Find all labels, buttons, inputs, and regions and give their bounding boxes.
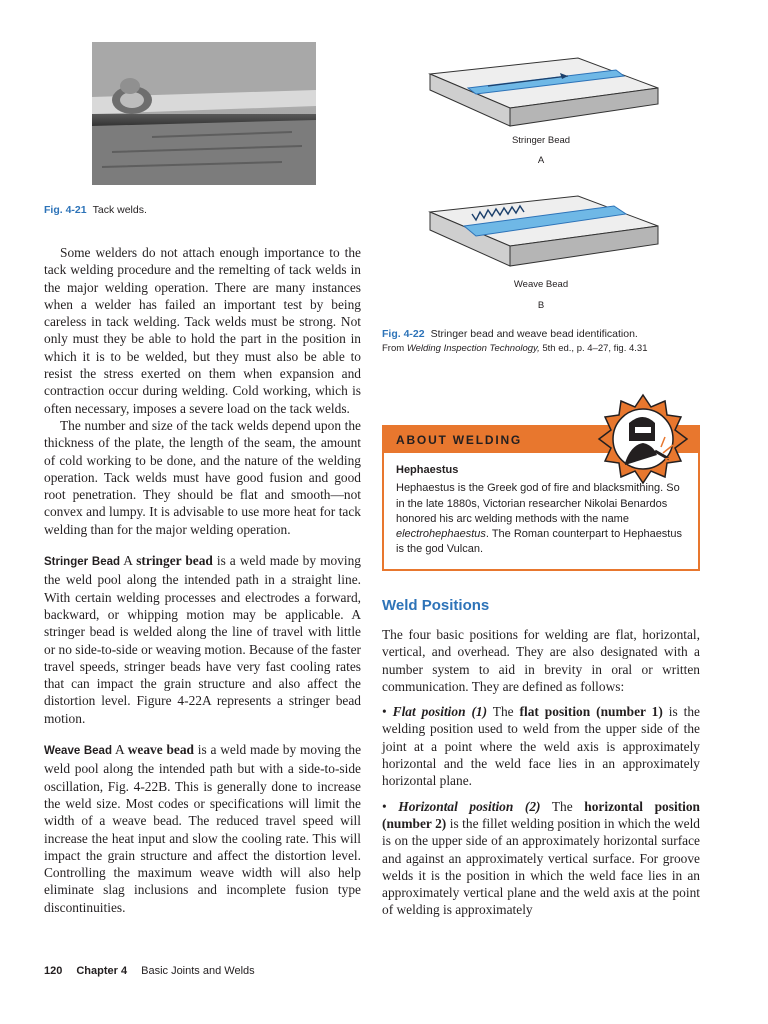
- flat-position-item: [382, 703, 700, 789]
- term: stringer bead: [136, 553, 213, 569]
- diagram-letter-b: B: [537, 300, 545, 311]
- about-text: . The Roman counterpart to Hephaestus is the god Vulcan.: [396, 528, 682, 556]
- right-column-text: [382, 626, 700, 919]
- text: The: [487, 704, 520, 720]
- paragraph: The four basic positions for welding are flat, horizontal, vertical, and overhead. They are also designated with a number system to aid in brevity in oral or written communication. They are defined as follows:: [382, 627, 700, 694]
- term: weave bead: [127, 742, 195, 758]
- run-in-heading: Stringer Bead: [44, 556, 121, 569]
- about-term: electrohephaestus: [396, 528, 486, 541]
- text: A: [123, 553, 137, 569]
- chapter-label: Chapter 4: [76, 965, 128, 977]
- about-title: Hephaestus: [396, 464, 459, 476]
- term: horizontal position (number 2): [382, 798, 701, 831]
- text: The: [540, 798, 585, 814]
- bullet: •: [382, 704, 387, 720]
- paragraph: The number and size of the tack welds depend upon the thickness of the plate, the length of the seam, the amount of cold working to be done, and the nature of the welding operation. Tack welds must have good fusion and good root penetration. They should be flat and smooth—not convex and lumpy. It is advisable to use more heat for tack welding than for the major welding operation.: [44, 417, 361, 537]
- diagram-letter-a: A: [537, 155, 545, 166]
- about-text: Hephaestus is the Greek god of fire and blacksmithing. So in the late 1880s, Victorian researcher Nikolai Benardos honored his arc welding methods with the name: [396, 482, 680, 525]
- section-heading: Weld Positions: [382, 597, 490, 614]
- stringer-bead-diagram: [428, 56, 660, 134]
- text: is the fillet welding position in which the weld is on the upper side of an approximately horizontal surface and against an approximately vertical surface. For groove welds it is the position in which the weld face lies in an approximately vertical plane and the weld axis at the point of welding is approximately: [382, 815, 700, 918]
- term: Flat position (1): [392, 704, 488, 720]
- welder-badge-icon: [595, 393, 691, 489]
- run-in-heading: Weave Bead: [44, 745, 112, 758]
- weave-bead-paragraph: [44, 741, 361, 916]
- diagram-label-b: Weave Bead: [513, 279, 569, 290]
- page-footer: [44, 965, 255, 977]
- diagram-label-a: Stringer Bead: [511, 135, 571, 146]
- fig-4-21-caption: [44, 204, 147, 216]
- stringer-bead-paragraph: [44, 552, 361, 727]
- fig-4-22-caption: [382, 328, 702, 340]
- figure-number: Fig. 4-21: [44, 204, 87, 216]
- caption-text: Stringer bead and weave bead identification.: [430, 328, 638, 340]
- text: is a weld made by moving the weld pool along the intended path but with a side-to-side oscillation, Fig. 4-22B. This is generally done to increase the weld size. Most codes or specifications will limit the width of a weave bead. The reduced travel speed will increase the heat input and slow the cooling rate. This will impact the grain structure and affect the distortion level. Controlling the maximum weave width will also help eliminate slag inclusions and incomplete fusion type discontinuities.: [44, 742, 362, 915]
- figure-number: Fig. 4-22: [382, 328, 425, 340]
- source-suffix: 5th ed., p. 4–27, fig. 4.31: [539, 343, 648, 354]
- term: Horizontal position (2): [398, 798, 541, 814]
- source-title: Welding Inspection Technology,: [406, 343, 540, 354]
- about-welding-heading: ABOUT WELDING: [384, 427, 698, 453]
- chapter-title: Basic Joints and Welds: [141, 965, 255, 977]
- text: is a weld made by moving the weld pool along the intended path in a straight line. With certain welding processes and electrodes a forward, backward, or whipping motion may be applicable. A stringer bead is welded along the line of travel with little or no side-to-side or weaving motion. Because of the faster travel speeds, stringer beads have very fast cooling rates that can impact the grain structure and also affect the distortion level. Figure 4-22A represents a stringer bead motion.: [44, 553, 361, 726]
- horizontal-position-item: [382, 798, 700, 919]
- source-prefix: From: [382, 343, 407, 354]
- tack-weld-photo: [92, 42, 316, 185]
- left-column-text: [44, 244, 361, 916]
- weave-bead-diagram: [428, 194, 660, 274]
- bullet: •: [382, 798, 387, 814]
- paragraph: Some welders do not attach enough importance to the tack welding procedure and the remelting of tack welds in the major welding operation. There are many instances when a welder has failed an important test by being careless in tack welding. Tack welds must be strong. Not only must they be able to hold the part in the position in which it is to be welded, but they must also be able to resist the stress exerted on them when expansion and contraction occur during welding. Cold working, which is often necessary, imposes a severe load on the tack welds.: [44, 245, 361, 416]
- text: is the welding position used to weld from the upper side of the joint at a point where the weld axis is approximately horizontal and the weld face lies in an approximately horizontal plane.: [382, 704, 700, 789]
- term: flat position (number 1): [519, 704, 663, 720]
- caption-text: Tack welds.: [92, 204, 147, 216]
- page-number: 120: [44, 965, 63, 977]
- fig-4-22-source: [382, 343, 702, 354]
- text: A: [115, 742, 128, 758]
